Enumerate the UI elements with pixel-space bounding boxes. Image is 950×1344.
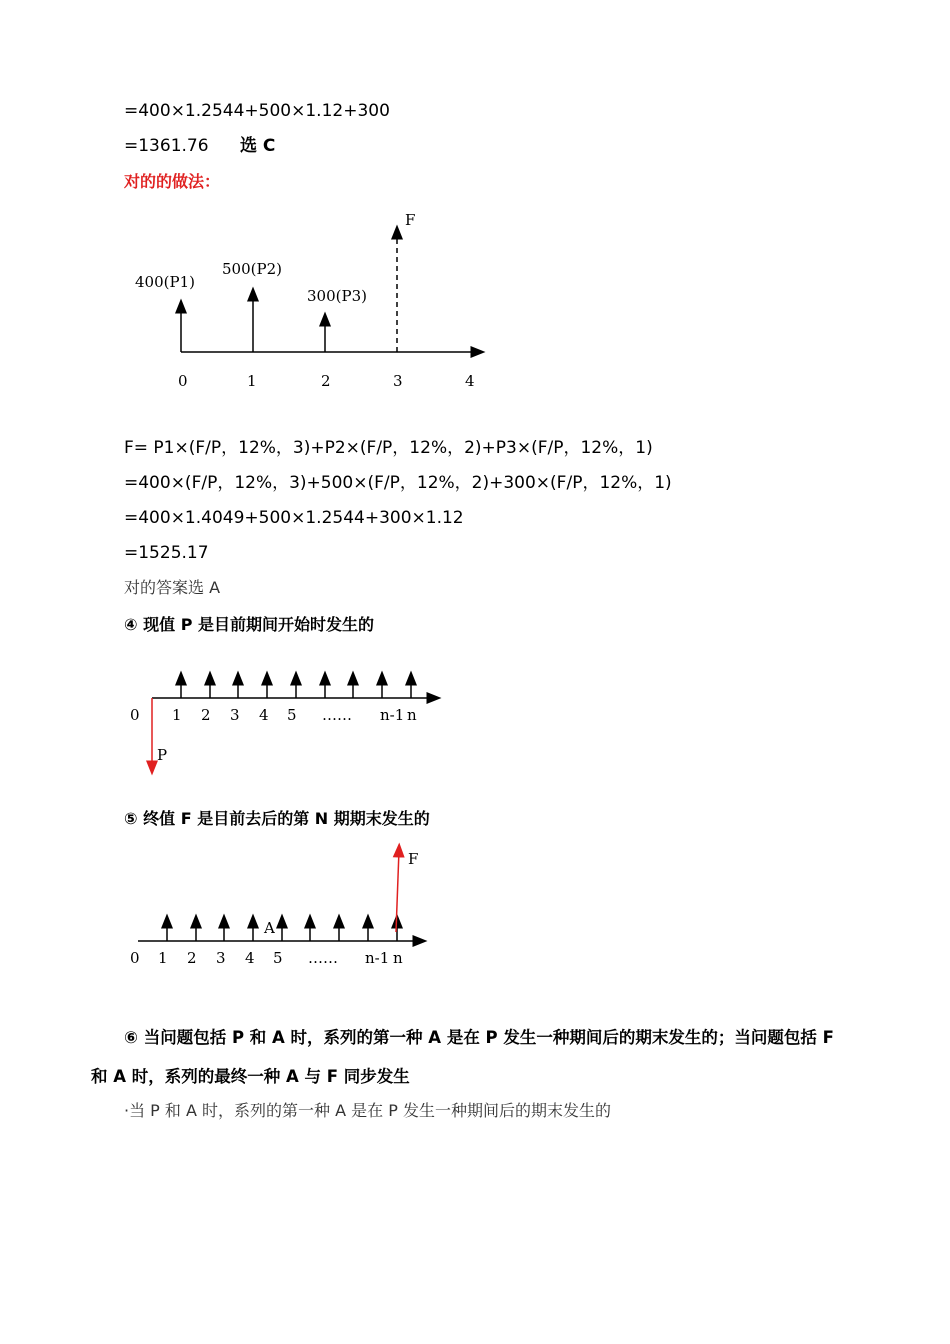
correct-method-heading: 对的的做法： [124,172,221,191]
tick-label: 0 [130,706,140,724]
tick-label: 1 [172,706,182,724]
calc-line-1: =400×1.2544+500×1.12+300 [124,101,390,121]
p-label: P [157,746,168,764]
answer-choice: 选 C [239,136,276,156]
tick-label: 0 [178,372,188,390]
formula-line-2: =400×(F/P，12%，3)+500×(F/P，12%，2)+300×(F/P，12%，1) [124,473,672,493]
tick-label: 1 [158,949,168,967]
tick-label: 2 [187,949,197,967]
f-label-2: F [408,850,419,868]
tick-label: 3 [230,706,240,724]
tick-label: 5 [287,706,297,724]
formula-line-4: =1525.17 [124,543,209,563]
tick-label: …… [322,706,352,724]
tick-label: n-1 [365,949,390,967]
note-line: ·当 P 和 A 时，系列的第一种 A 是在 P 发生一种期间后的期末发生的 [124,1101,611,1120]
section-4-heading: ④ 现值 P 是目前期间开始时发生的 [124,615,374,634]
correct-answer-line: 对的答案选 A [124,578,221,597]
tick-label: 4 [465,372,475,390]
f-arrow-up [396,850,399,932]
calc-result: =1361.76 [124,136,209,156]
f-label: F [405,211,416,229]
tick-label: n-1 [380,706,405,724]
tick-label: n [407,706,417,724]
tick-label: 0 [130,949,140,967]
p3-label: 300(P3) [307,287,367,305]
tick-label: 5 [273,949,283,967]
tick-label: 4 [245,949,255,967]
calc-line-2 [124,135,275,157]
tick-label: n [393,949,403,967]
tick-label: 1 [247,372,257,390]
tick-label: 2 [201,706,211,724]
tick-label: 3 [393,372,403,390]
section-6-line-2: 和 A 时，系列的最终一种 A 与 F 同步发生 [91,1067,410,1086]
tick-label: 4 [259,706,269,724]
p2-label: 500(P2) [222,260,282,278]
formula-line-3: =400×1.4049+500×1.2544+300×1.12 [124,508,464,528]
p1-label: 400(P1) [135,273,195,291]
section-6-line-1: ⑥ 当问题包括 P 和 A 时，系列的第一种 A 是在 P 发生一种期间后的期末发生的；当问题包括 F [124,1028,834,1047]
tick-label: 3 [216,949,226,967]
formula-line-1: F= P1×(F/P，12%，3)+P2×(F/P，12%，2)+P3×(F/P，12%，1) [124,438,653,458]
section-5-heading: ⑤ 终值 F 是目前去后的第 N 期期末发生的 [124,809,430,828]
a-label: A [264,919,275,937]
tick-label: …… [308,949,338,967]
tick-label: 2 [321,372,331,390]
